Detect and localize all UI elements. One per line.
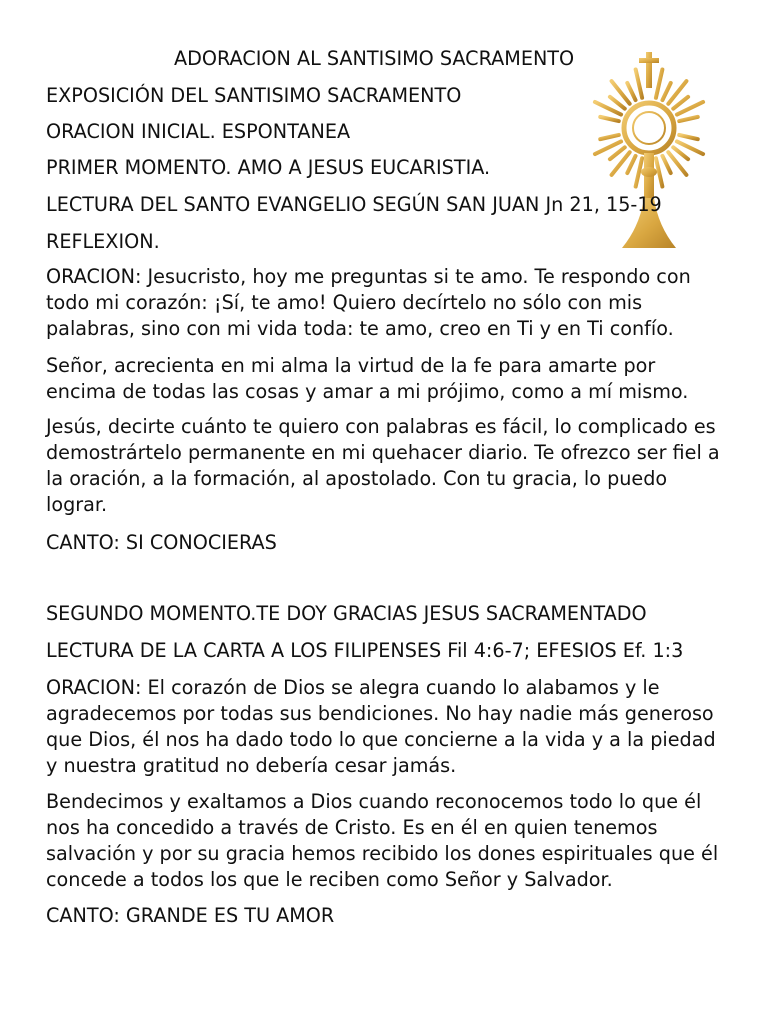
heading-reflexion: REFLEXION.	[46, 230, 160, 253]
monstrance-ray	[627, 83, 635, 100]
paragraph-jesus: Jesús, decirte cuánto te quiero con palabras es fácil, lo complicado es demostrártelo permanente en mi quehacer diario. Te ofrezco ser fiel a la oración, a la formación, al apostolado. Con tu gracia, lo puedo lograr.	[46, 415, 720, 516]
heading-lectura-filipenses: LECTURA DE LA CARTA A LOS FILIPENSES Fil 4:6-7; EFESIOS Ef. 1:3	[46, 639, 684, 662]
monstrance-ray	[679, 135, 698, 139]
paragraph-oracion-2: ORACION: El corazón de Dios se alegra cuando lo alabamos y le agradecemos por todas sus bendiciones. No hay nadie más generoso que Dios, él nos ha dado todo lo que concierne a la vida y a la piedad y nuestra gratitud no debería cesar jamás.	[46, 676, 716, 777]
monstrance-ray	[627, 156, 635, 173]
monstrance-ray	[673, 147, 688, 159]
canto-grande-es-tu-amor: CANTO: GRANDE ES TU AMOR	[46, 904, 335, 927]
heading-lectura-evangelio: LECTURA DEL SANTO EVANGELIO SEGÚN SAN JUAN Jn 21, 15-19	[46, 193, 662, 216]
paragraph-oracion-1: ORACION: Jesucristo, hoy me preguntas si te amo. Te respondo con todo mi corazón: ¡Sí, te amo! Quiero decírtelo no sólo con mis palabras, sino con mi vida toda: te amo, creo en Ti y en Ti confío.	[46, 265, 691, 340]
monstrance-ray	[610, 147, 625, 159]
document-title: ADORACION AL SANTISIMO SACRAMENTO	[174, 47, 575, 70]
heading-primer-momento: PRIMER MOMENTO. AMO A JESUS EUCARISTIA.	[46, 156, 491, 179]
monstrance-ray	[679, 117, 698, 121]
monstrance-ray	[600, 117, 619, 121]
canto-si-conocieras: CANTO: SI CONOCIERAS	[46, 531, 277, 554]
monstrance-ray	[610, 97, 625, 109]
paragraph-bendecimos: Bendecimos y exaltamos a Dios cuando reconocemos todo lo que él nos ha concedido a través de Cristo. Es en él en quien tenemos salvación y por su gracia hemos recibido los dones espirituales que él concede a todos los que le reciben como Señor y Salvador.	[46, 790, 719, 891]
monstrance-ray	[662, 156, 670, 173]
monstrance-ray	[662, 83, 670, 100]
monstrance-ray	[636, 70, 642, 98]
heading-oracion-inicial: ORACION INICIAL. ESPONTANEA	[46, 120, 351, 143]
heading-exposicion: EXPOSICIÓN DEL SANTISIMO SACRAMENTO	[46, 84, 462, 107]
heading-segundo-momento: SEGUNDO MOMENTO.TE DOY GRACIAS JESUS SACRAMENTADO	[46, 602, 647, 625]
monstrance-ray	[656, 70, 662, 98]
monstrance-ray	[600, 135, 619, 139]
monstrance-icon	[584, 48, 714, 254]
paragraph-senor: Señor, acrecienta en mi alma la virtud de la fe para amarte por encima de todas las cosas y amar a mi prójimo, como a mí mismo.	[46, 354, 689, 403]
monstrance-ray	[673, 97, 688, 109]
